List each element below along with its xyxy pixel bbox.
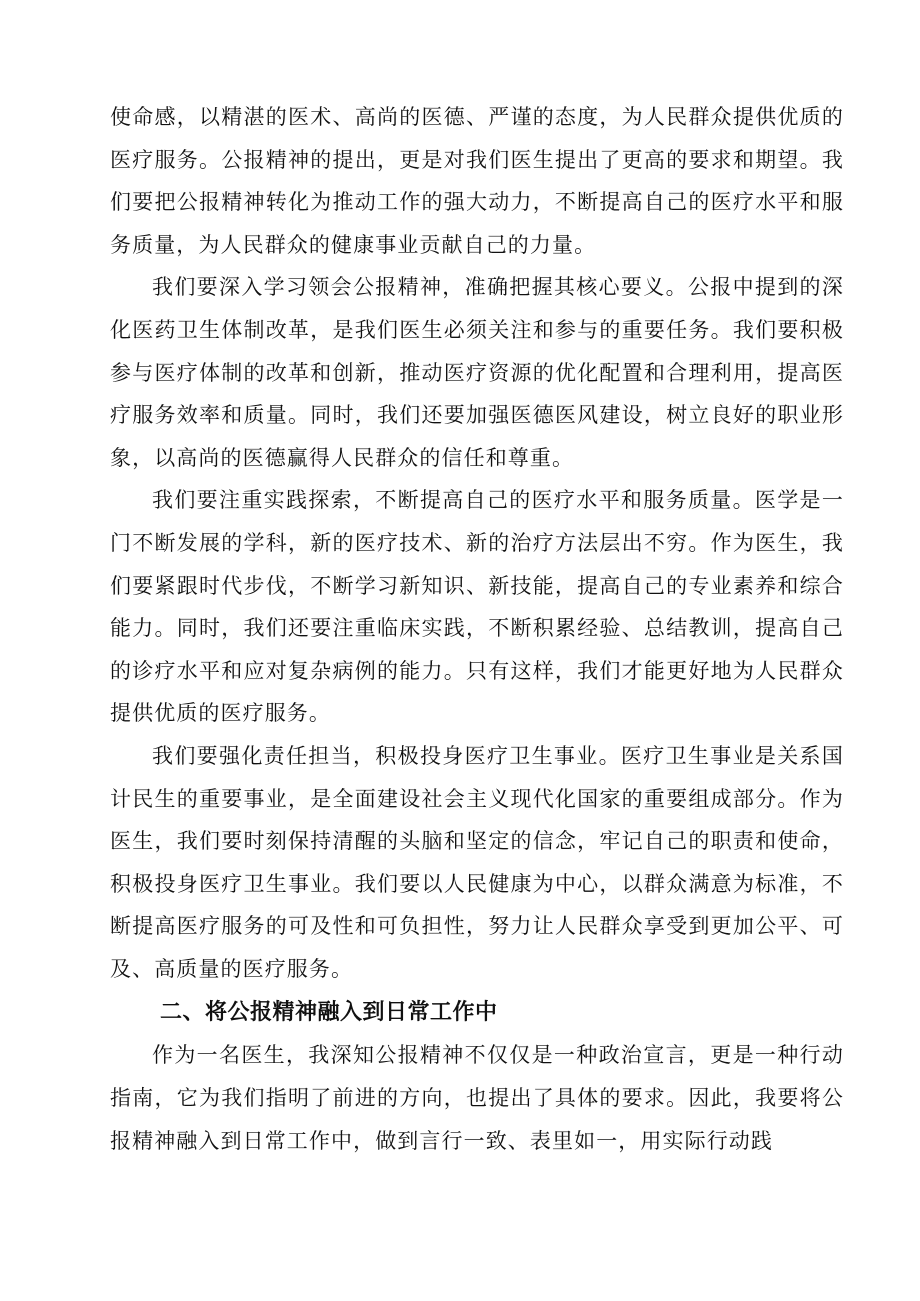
paragraph-responsibility: 我们要强化责任担当，积极投身医疗卫生事业。医疗卫生事业是关系国计民生的重要事业，是全面建设社会主义现代化国家的重要组成部分。作为医生，我们要时刻保持清醒的头脑和坚定的信念，牢记自己的职责和使命，积极投身医疗卫生事业。我们要以人民健康为中心，以群众满意为标准，不断提高医疗服务的可及性和可负担性，努力让人民群众享受到更加公平、可及、高质量的医疗服务。: [110, 743, 844, 981]
paragraph-study-communique: 我们要深入学习领会公报精神，准确把握其核心要义。公报中提到的深化医药卫生体制改革，是我们医生必须关注和参与的重要任务。我们要积极参与医疗体制的改革和创新，推动医疗资源的优化配置和合理利用，提高医疗服务效率和质量。同时，我们还要加强医德医风建设，树立良好的职业形象，以高尚的医德赢得人民群众的信任和尊重。: [110, 275, 844, 470]
section-heading: 二、将公报精神融入到日常工作中: [160, 1000, 498, 1026]
paragraph-continued: 使命感，以精湛的医术、高尚的医德、严谨的态度，为人民群众提供优质的医疗服务。公报精神的提出，更是对我们医生提出了更高的要求和期望。我们要把公报精神转化为推动工作的强大动力，不断提高自己的医疗水平和服务质量，为人民群众的健康事业贡献自己的力量。: [110, 105, 844, 257]
paragraph-practice-exploration: 我们要注重实践探索，不断提高自己的医疗水平和服务质量。医学是一门不断发展的学科，新的医疗技术、新的治疗方法层出不穷。作为医生，我们要紧跟时代步伐，不断学习新知识、新技能，提高自己的专业素养和综合能力。同时，我们还要注重临床实践，不断积累经验、总结教训，提高自己的诊疗水平和应对复杂病例的能力。只有这样，我们才能更好地为人民群众提供优质的医疗服务。: [110, 488, 844, 726]
document-body: [110, 96, 844, 1162]
paragraph-daily-work: 作为一名医生，我深知公报精神不仅仅是一种政治宣言，更是一种行动指南，它为我们指明了前进的方向，也提出了具体的要求。因此，我要将公报精神融入到日常工作中，做到言行一致、表里如一，用实际行动践: [110, 1043, 844, 1153]
